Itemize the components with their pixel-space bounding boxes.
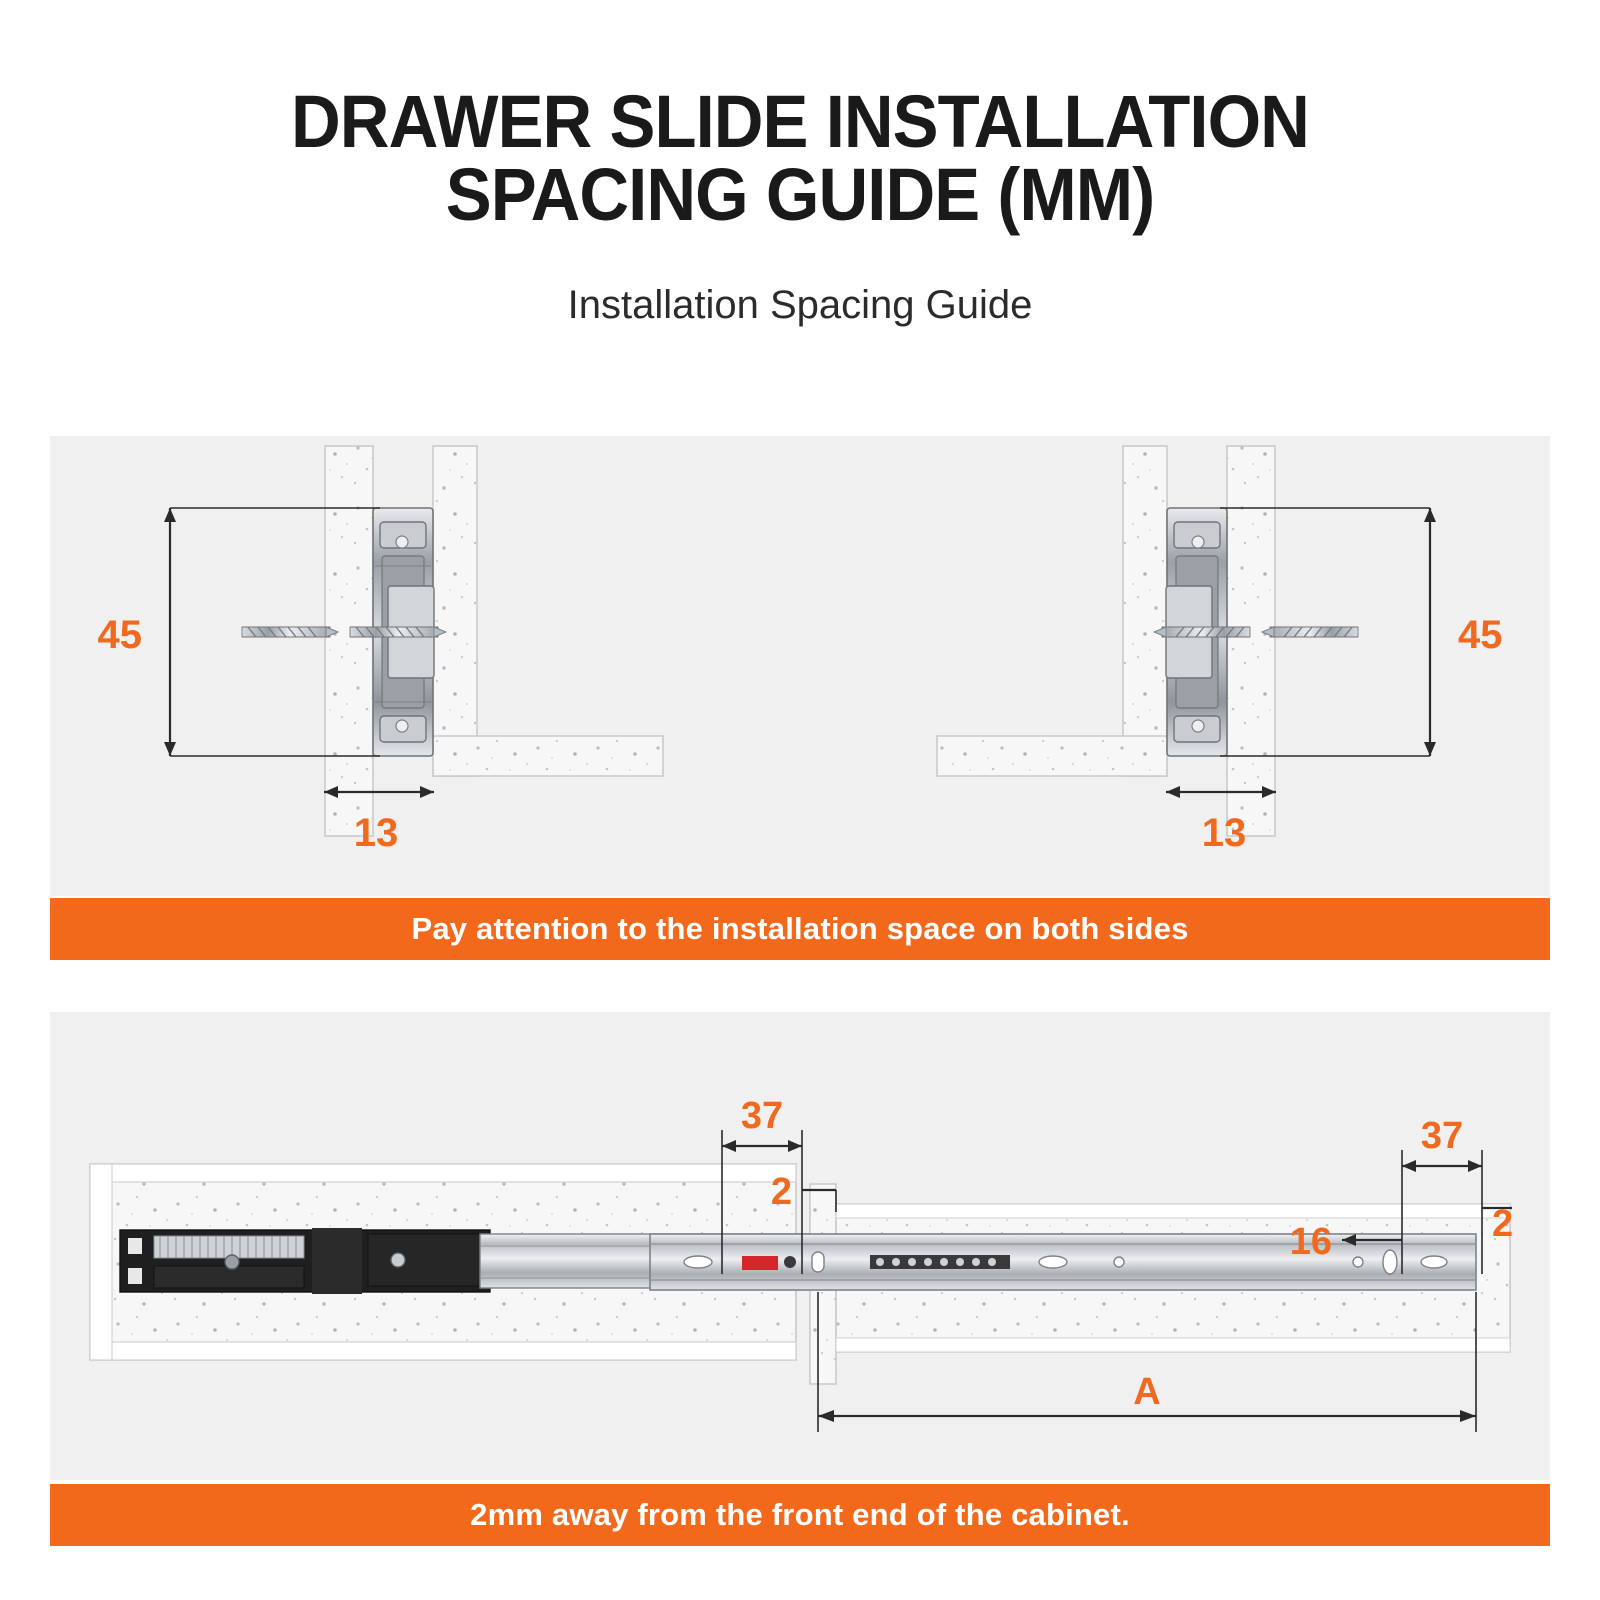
dimension-13-left-label: 13 <box>353 811 399 855</box>
dimension-2-left-label: 2 <box>770 1171 792 1213</box>
page-title-line-1: DRAWER SLIDE INSTALLATION <box>291 80 1309 163</box>
dimension-37-right-label: 37 <box>1420 1115 1464 1157</box>
cabinet-side-board-left <box>325 446 373 836</box>
caption-side-clearance <box>50 898 1550 960</box>
dimension-2-right-label: 2 <box>1492 1203 1514 1245</box>
release-lever <box>742 1256 778 1270</box>
ball-bearing-strip <box>870 1255 1010 1269</box>
page-title-line-2: SPACING GUIDE (MM) <box>445 152 1155 236</box>
side-clearance-right-group <box>937 446 1436 836</box>
diagram-panel-side-clearance <box>50 436 1550 896</box>
drawer-bottom-board-left <box>433 736 663 776</box>
dimension-45-left-label: 45 <box>97 613 142 657</box>
mounting-screw-left-b <box>350 627 446 637</box>
caption-front-offset-text: 2mm away from the front end of the cabinet. <box>470 1497 1130 1532</box>
dimension-13-right-label: 13 <box>1201 811 1247 855</box>
dimension-16-label: 16 <box>1289 1221 1332 1263</box>
page-subtitle: Installation Spacing Guide <box>567 283 1033 328</box>
dimension-37-left-label: 37 <box>740 1095 784 1137</box>
caption-side-clearance-text: Pay attention to the installation space on both sides <box>411 911 1189 946</box>
page-title <box>219 80 1382 236</box>
side-clearance-drawing <box>50 436 1550 896</box>
mounting-screw-left-a <box>242 627 338 637</box>
drawer-side-board-left <box>433 446 477 776</box>
page-header <box>0 0 1600 328</box>
diagram-panel-front-offset <box>50 1012 1550 1480</box>
dimension-45-right-label: 45 <box>1458 613 1503 657</box>
caption-front-offset <box>50 1484 1550 1546</box>
dimension-A-label: A <box>1133 1371 1161 1413</box>
front-offset-drawing <box>50 1012 1550 1480</box>
